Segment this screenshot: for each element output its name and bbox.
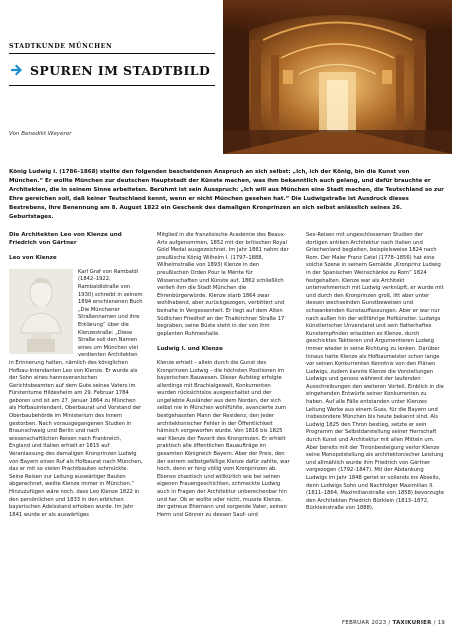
klenze-bust-image: [9, 269, 73, 354]
body-text: Klenze erhielt – allein durch die Gunst des Kronprinzen Ludwig – die höchsten Positionen im bayerischen Bauwesen. Dieser Aufstieg erfolgte allerdings mit Brachialgewalt, Konkurrenten wurden rücksichtslos ausgeschaltet und der ungeliebte Ausländer aus dem Norden, der sich selbst nie in München wohlfühlte, avancierte zum bestgehassten Mann der Residenz, den jeder architektonischer Fehler in der Öffentlichkeit hämisch vorgeworfen wurde. Von 1816 bis 1825 war Klenze der Favorit des Kronprinzen. Er erhielt praktisch alle öffentlichen Bauaufträge im gesamten Königreich Bayern. Aber der Preis, den der extrem selbstgefällige Klenze dafür zahlte, war hoch, denn er hing völlig vom Kronprinzen ab. Ebenso chaotisch und willkürlich wie bei seinen eigenen Frauengeschichten, schmeckte Ludwig auch in Fragen der Architektur unberechenbar hin und her. Ob er wollte oder nicht, musste Klenze, der getreue Ehemann und sorgende Vater, seinen Herrn und Gönner zu dessen Sauf- und: [157, 359, 290, 518]
article-title: SPUREN IM STADTBILD: [30, 63, 211, 78]
body-text: Sex-Reisen mit ungeschlossenen Studien der dortigen antiken Architektur nach Italien und Griechenland begleiten, beispielsweise 1824 nach Rom. Der Maler Franz Catel (1778–1856) hat eine solche Szene in seinem Gemälde „Kronprinz Ludwig in der Spanischen Weinschänke zu Rom“ 1824 festgehalten. Klenze war als Architekt unternehmerisch mit Ludwig verknüpft, er wurde mit und durch den Kronprinzen groß, litt aber unter dessen wechselnden Gunstbeweisen und schwankenden Kunstauffassungen. Aber er war nur nach außen hin der willfährige Hofkünstler. Ludwigs künstlerischer Unverstand und sein flatterhaftes Kunstempfinden erlaubten es Klenze, durch geschicktes Taktieren und Argumentieren Ludwig immer wieder in seine Richtung zu lenken. Darüber hinaus hatte Klenze als Hofbaumeister schon lange vor seinen Konkurrenten Kenntnis von den Plänen Ludwigs, zudem kannte Klenze die Vorstellungen Ludwigs und genoss während der laufenden Ausschreibungen den weiteren Vorteil, Einblick in die eingehenden Entwürfe seiner Konkurrenten zu haben. Auf alle Fälle entstanden unter Klenzes Leitung Werke aus einem Guss, für die Bayern und insbesondere München bis heute bekannt sind. Als Ludwig 1825 den Thron bestieg, setzte er sein Programm der Selbstdarstellung seiner Herrschaft durch Kunst und Architektur mit allen Mitteln um. Aber bereits mit der Thronbesteigung verlor Klenze seine Monopolstellung als architektonischer Leistung und allmählich wurde ihm Friedrich von Gärtner vorgezogen (1792–1847). Mit der Abdankung Ludwigs im Jahr 1848 geriet er vollends ins Abseits, denn Ludwigs Sohn und Nachfolger Maximilian II. (1811–1864, Maximilianstraße von 1858) bevorzugte den Architekten Friedrich Bürklein (1813–1872, Bürkleinstraße von 1888).: [306, 232, 444, 512]
page-footer: [342, 620, 445, 626]
intro-paragraph: König Ludwig I. (1786–1868) stellte den folgenden bescheidenen Anspruch an sich selbst: „Ich, ich der König, bin die Kunst von München.“ Er wollte München zur deutschen Hauptstadt der Künste machen, was ihm bekanntlich auch gelang, und dafür brauchte er Architekten, die in seinem Sinne arbeiteten. Berühmt ist sein Ausspruch: „Ich will aus München eine Stadt machen, die Teutschland so zur Ehre gereichen soll, daß keiner Teutschland kennt, wenn er nicht München gesehen hat.“ Die Ludwigstraße ist Ausdruck dieses Bestrebens, ihre Benennung am 8. August 1822 ein Geschenk des damaligen Kronprinzen an sich selbst anlässlich seines 26. Geburtstages.: [9, 169, 444, 220]
section-heading-architects: Die Architekten Leo von Klenze und Friedrich von Gärtner: [9, 232, 122, 246]
footer-page-number: / 19: [431, 620, 446, 626]
title-divider: [9, 85, 215, 86]
header-photo: [223, 0, 452, 154]
section-heading-ludwig-klenze: Ludwig I. und Klenze: [157, 346, 223, 353]
top-divider: [9, 53, 215, 54]
subheading-leo-von-klenze: Leo von Klenze: [9, 255, 57, 262]
section-kicker: STADTKUNDE MÜNCHEN: [9, 43, 113, 50]
footer-issue: FEBRUAR 2023 /: [342, 620, 393, 626]
body-text: Karl Graf von Rambaldi (1842–1922, Rambaldistraße von 1930) schreibt in seinem 1894 erschienenen Buch „Die Münchener Straßennamen und ihre Erklärung“ über die Klenzestraße: „Diese Straße soll den Namen eines um München viel verdienten Architekten in Erinnerung halten, nämlich des königlichen Hofbau-Intendanten Leo von Klenze. Er wurde als der Sohn eines hannoveranischen Gerichtsbeamten auf dem Gute seines Vaters im Fürstentume Hildesheim am 29. Februar 1784 geboren und ist am 27. Januar 1864 zu München als Hofbauintendant, Oberbaurat und Vorstand der Oberbaubehörde im Ministerium des Innern gestorben. Nach vorausgegangenen Studien in Braunschweig und Berlin und nach wissenschaftlichen Reisen nach Frankreich, England und Italien erhielt er 1815 auf Veranlassung des damaligen Kronprinzen Ludwig von Bayern einen Ruf als Hofbaurat nach München, das er mit so vielen Prachtbauten schmückte. Seine Reisen zur Leitung auswärtiger Bauten abgerechnet, weilte Klenze immer in München.“ Hinzuzufügen wäre noch, dass Leo Klenze 1822 in den persönlichen und 1833 in den erblichen bayerischen Adelsstand erhoben wurde. Im Jahr 1841 wurde er als auswärtiges: [9, 268, 143, 518]
body-text: Mitglied in die französische Académie des Beaux-Arts aufgenommen, 1852 mit der britischen Royal Gold Medal ausgezeichnet. Im Jahr 1861 nahm der preußische König Wilhelm I. (1797–1888, Wilhelmstraße von 1893) Klenze in den preußischen Orden Pour le Mérite für Wissenschaften und Künste auf, 1862 schließlich verlieh ihm die Stadt München die Ehrenbürgerwürde. Klenze starb 1864 zwar wohlhabend, aber zurückgezogen, verbittert und beinahe in Vergessenheit. Er liegt auf dem Alten Südlichen Friedhof an der Thalkirchner Straße 17 begraben, seine Büste steht in der von ihm geplanten Ruhmeshalle.: [157, 232, 289, 337]
column-2: [157, 232, 291, 523]
column-3: [306, 232, 445, 517]
footer-magazine: TAXIKURIER: [392, 620, 432, 626]
column-1: [9, 232, 143, 523]
author-byline: Von Benedikt Weyerer: [9, 131, 72, 137]
arrow-right-icon: [11, 63, 23, 77]
